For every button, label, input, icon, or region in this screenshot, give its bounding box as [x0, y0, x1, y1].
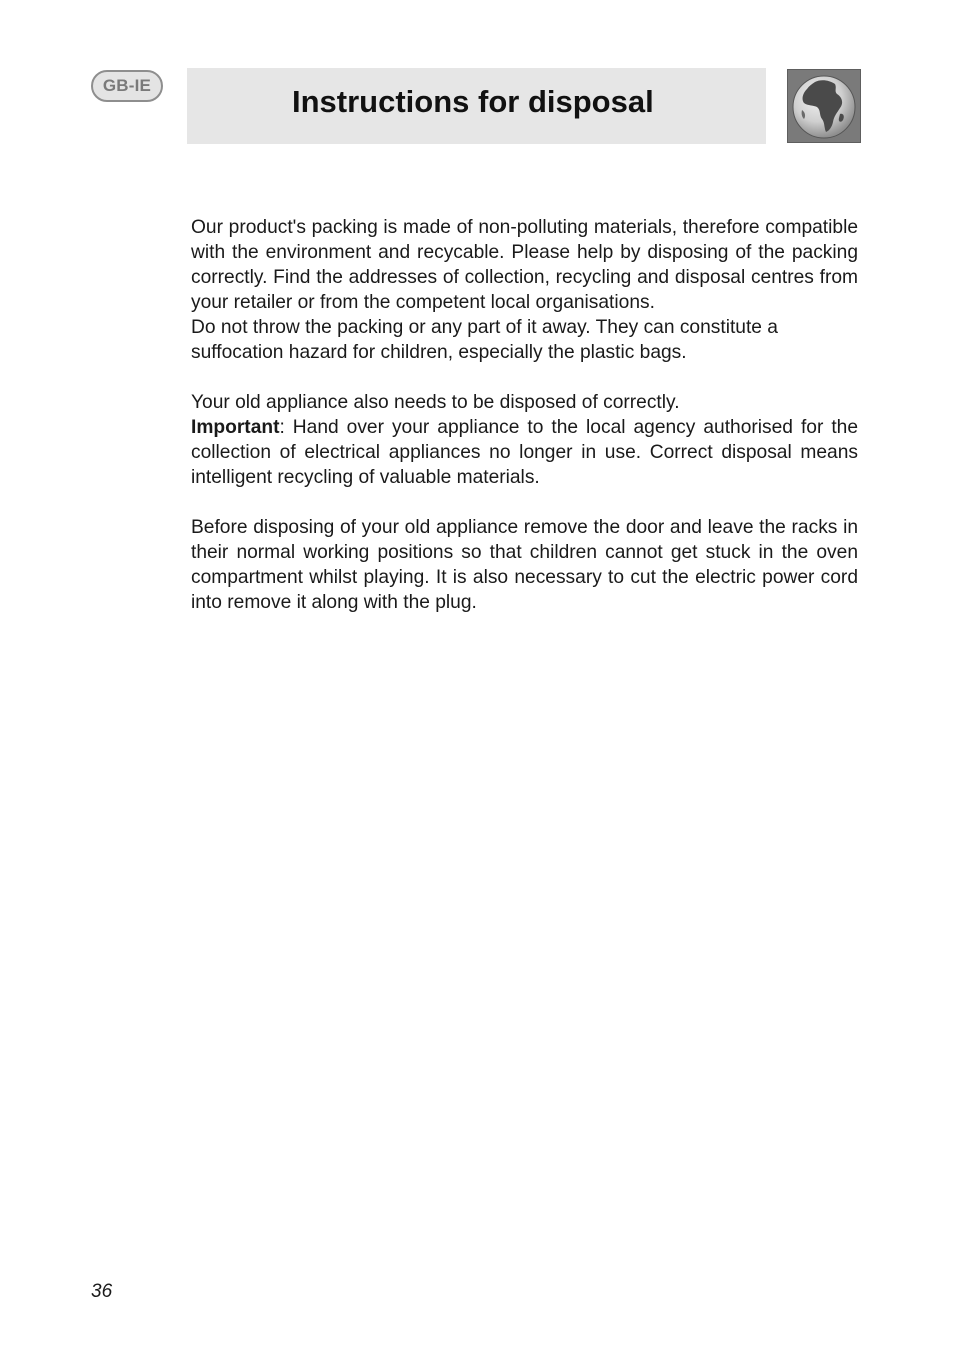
paragraph-important: [191, 415, 858, 490]
important-text: : Hand over your appliance to the local agency authorised for the collection of electrical appliances no longer in use. Correct disposal means intelligent recycling of valuable materials.: [191, 417, 858, 488]
paragraph-before-disposing: Before disposing of your old appliance remove the door and leave the racks in their normal working positions so that children cannot get stuck in the oven compartment whilst playing. It is also necessary to cut the electric power cord into remove it along with the plug.: [191, 517, 858, 613]
paragraph-packing-materials: Our product's packing is made of non-polluting materials, therefore compatible with the environment and recycable. Please help by disposing of the packing correctly. Find the addresses of collection, recycling and disposal centres from your retailer or from the competent local organisations.: [191, 217, 858, 313]
language-badge-label: GB-IE: [102, 76, 152, 95]
body-text: [191, 215, 858, 615]
page-title: Instructions for disposal: [292, 84, 654, 119]
paragraph-old-appliance: Your old appliance also needs to be disposed of correctly.: [191, 392, 680, 413]
globe-icon-graphic: [788, 70, 860, 142]
language-badge: [91, 70, 163, 102]
page-number: 36: [91, 1281, 113, 1302]
globe-icon: [787, 69, 861, 143]
paragraph-packing-hazard: Do not throw the packing or any part of it away. They can constitute a suffocation hazard for children, especially the plastic bags.: [191, 317, 778, 363]
important-label: Important: [191, 417, 280, 438]
